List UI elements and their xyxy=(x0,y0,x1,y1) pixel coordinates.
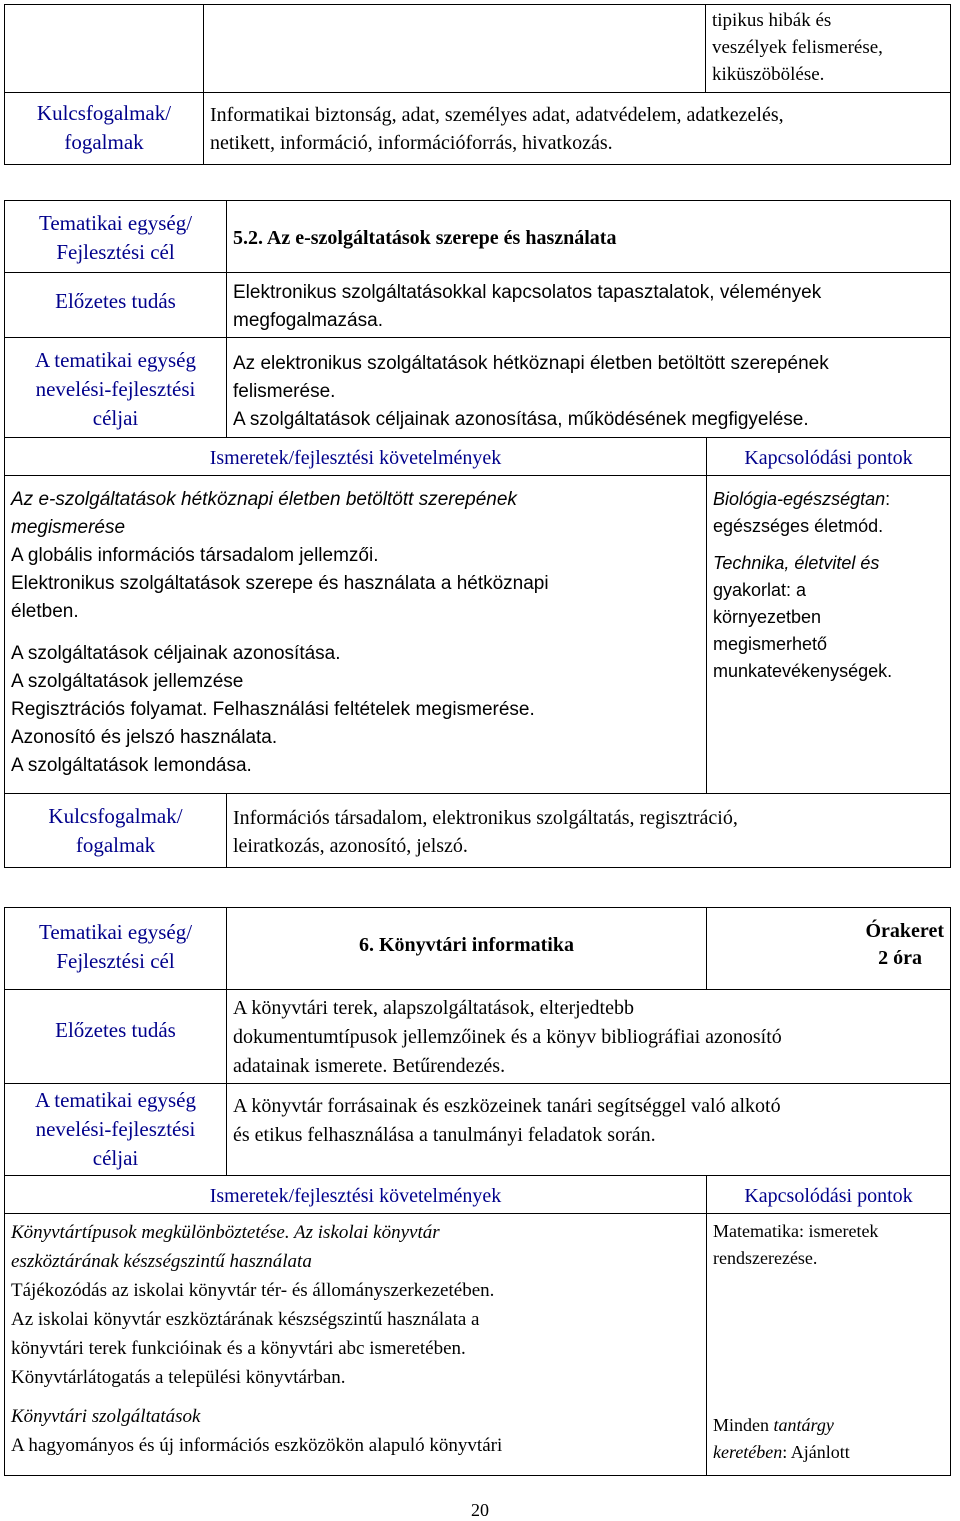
text-line: Az e-szolgáltatások hétköznapi életben betöltött szerepének xyxy=(11,489,517,510)
unit-title xyxy=(227,201,951,273)
text-line: dokumentumtípusok jellemzőinek és a könyv bibliográfiai azonosító xyxy=(233,1026,782,1048)
link-line: rendszerezése. xyxy=(713,1248,818,1268)
label-line: Tematikai egység/ xyxy=(38,211,193,235)
unit-title-text: 6. Könyvtári informatika xyxy=(359,934,574,956)
text-line: A szolgáltatások lemondása. xyxy=(11,755,252,776)
links-header xyxy=(707,438,951,476)
text-run: Minden xyxy=(713,1415,774,1435)
prior-knowledge-text xyxy=(227,990,951,1084)
text-line: Az elektronikus szolgáltatások hétköznapi életben betöltött szerepének xyxy=(233,353,829,374)
requirements-header xyxy=(5,1176,707,1214)
label-line: fogalmak xyxy=(64,130,144,154)
text-line: A globális információs társadalom jellemzői. xyxy=(11,545,379,566)
link-line: Matematika: ismeretek xyxy=(713,1221,879,1241)
page-number: 20 xyxy=(471,1500,489,1520)
text-line: A szolgáltatások céljainak azonosítása. xyxy=(11,643,341,664)
link-line xyxy=(713,1439,944,1466)
text-line: megfogalmazása. xyxy=(233,310,383,331)
goals-text xyxy=(227,338,951,438)
key-concepts-label xyxy=(5,794,227,868)
goals-text xyxy=(227,1084,951,1176)
label-line: Tematikai egység/ xyxy=(38,920,193,944)
text-line: Könyvtári szolgáltatások xyxy=(11,1406,201,1427)
text-line: Regisztrációs folyamat. Felhasználási feltételek megismerése. xyxy=(11,699,535,720)
goals-label xyxy=(5,1084,227,1176)
text-line: netikett, információ, információforrás, hivatkozás. xyxy=(210,132,613,154)
text-line: leiratkozás, azonosító, jelszó. xyxy=(233,835,468,857)
top-right-cell xyxy=(706,5,951,93)
unit-title-text: 5.2. Az e-szolgáltatások szerepe és használata xyxy=(233,227,617,249)
text-line: adatainak ismerete. Betűrendezés. xyxy=(233,1055,506,1077)
header-text: Ismeretek/fejlesztési követelmények xyxy=(209,1185,502,1207)
text-line: A könyvtár forrásainak és eszközeinek tanári segítséggel való alkotó xyxy=(233,1095,781,1117)
link-line: megismerhető xyxy=(713,634,828,654)
key-concepts-text xyxy=(227,794,951,868)
link-line: környezetben xyxy=(713,607,822,627)
requirements-content xyxy=(5,1214,707,1476)
link-line: egészséges életmód. xyxy=(713,516,884,536)
prior-knowledge-label xyxy=(5,273,227,338)
label-line: Előzetes tudás xyxy=(55,289,176,313)
prior-knowledge-label xyxy=(5,990,227,1084)
top-right-line: veszélyek felismerése, xyxy=(712,37,883,58)
time-frame xyxy=(707,908,951,990)
key-concepts-label xyxy=(5,93,204,165)
text-line: A szolgáltatások céljainak azonosítása, működésének megfigyelése. xyxy=(233,409,809,430)
text-line: eszköztárának készségszintű használata xyxy=(11,1251,312,1272)
top-right-line: tipikus hibák és xyxy=(712,10,832,31)
text-run: tantárgy xyxy=(773,1415,834,1435)
subject-name: Biológia-egészségtan xyxy=(713,489,886,509)
link-line xyxy=(713,486,944,513)
label-line: céljai xyxy=(92,1146,139,1170)
header-text: Kapcsolódási pontok xyxy=(744,447,913,469)
header-text: Ismeretek/fejlesztési követelmények xyxy=(209,447,502,469)
label-line: nevelési-fejlesztési xyxy=(35,1117,196,1141)
label-line: A tematikai egység xyxy=(35,348,196,372)
label-line: Kulcsfogalmak/ xyxy=(36,101,172,125)
spacer xyxy=(11,626,700,640)
text-line: és etikus felhasználása a tanulmányi feladatok során. xyxy=(233,1124,656,1146)
text-line: Az iskolai könyvtár eszköztárának készségszintű használata a xyxy=(11,1309,480,1330)
text-line: A szolgáltatások jellemzése xyxy=(11,671,244,692)
spacer xyxy=(713,540,944,550)
time-frame-label: Órakeret xyxy=(865,920,944,942)
label-line: fogalmak xyxy=(75,833,156,857)
requirements-header xyxy=(5,438,707,476)
text-line: könyvtári terek funkcióinak és a könyvtári abc ismeretében. xyxy=(11,1338,466,1359)
table-continuation xyxy=(4,4,951,165)
theme-label xyxy=(5,908,227,990)
text-line: Információs társadalom, elektronikus szolgáltatás, regisztráció, xyxy=(233,807,738,829)
links-content xyxy=(707,476,951,794)
label-line: nevelési-fejlesztési xyxy=(35,377,196,401)
text-line: Informatikai biztonság, adat, személyes adat, adatvédelem, adatkezelés, xyxy=(210,104,784,126)
link-line: munkatevékenységek. xyxy=(713,661,893,681)
requirements-content xyxy=(5,476,707,794)
top-right-line: kiküszöbölése. xyxy=(712,64,825,85)
links-header xyxy=(707,1176,951,1214)
label-line: Kulcsfogalmak/ xyxy=(48,804,183,828)
theme-label xyxy=(5,201,227,273)
label-line: Fejlesztési cél xyxy=(56,240,175,264)
key-concepts-text xyxy=(204,93,951,165)
label-line: Előzetes tudás xyxy=(55,1018,176,1042)
text-line: Elektronikus szolgáltatásokkal kapcsolatos tapasztalatok, vélemények xyxy=(233,282,822,303)
spacer xyxy=(11,1392,700,1402)
unit-title xyxy=(227,908,707,990)
links-content xyxy=(707,1214,951,1476)
text-line: megismerése xyxy=(11,517,126,538)
text-line: A hagyományos és új információs eszközökön alapuló könyvtári xyxy=(11,1435,503,1456)
label-line: céljai xyxy=(92,406,139,430)
goals-label xyxy=(5,338,227,438)
time-frame-value: 2 óra xyxy=(878,947,922,969)
text-line: A könyvtári terek, alapszolgáltatások, elterjedtebb xyxy=(233,997,634,1019)
text-line: felismerése. xyxy=(233,381,336,402)
text-line: Könyvtárlátogatás a települési könyvtárban. xyxy=(11,1367,346,1388)
text-run: keretében xyxy=(713,1442,783,1462)
link-line xyxy=(713,1412,944,1439)
punct: : xyxy=(885,489,891,509)
text-line: Elektronikus szolgáltatások szerepe és használata a hétköznapi xyxy=(11,573,549,594)
subject-name: Technika, életvitel és xyxy=(713,553,880,573)
spacer xyxy=(713,1272,944,1412)
prior-knowledge-text xyxy=(227,273,951,338)
text-line: Könyvtártípusok megkülönböztetése. Az iskolai könyvtár xyxy=(11,1222,440,1243)
link-line: gyakorlat: a xyxy=(713,580,807,600)
text-line: Tájékozódás az iskolai könyvtár tér- és állományszerkezetében. xyxy=(11,1280,495,1301)
header-text: Kapcsolódási pontok xyxy=(744,1185,913,1207)
label-line: A tematikai egység xyxy=(35,1088,196,1112)
table-unit-5-2 xyxy=(4,200,951,868)
text-line: Azonosító és jelszó használata. xyxy=(11,727,278,748)
text-run: : Ajánlott xyxy=(782,1442,850,1462)
label-line: Fejlesztési cél xyxy=(56,949,175,973)
table-unit-6 xyxy=(4,907,951,1476)
text-line: életben. xyxy=(11,601,79,622)
